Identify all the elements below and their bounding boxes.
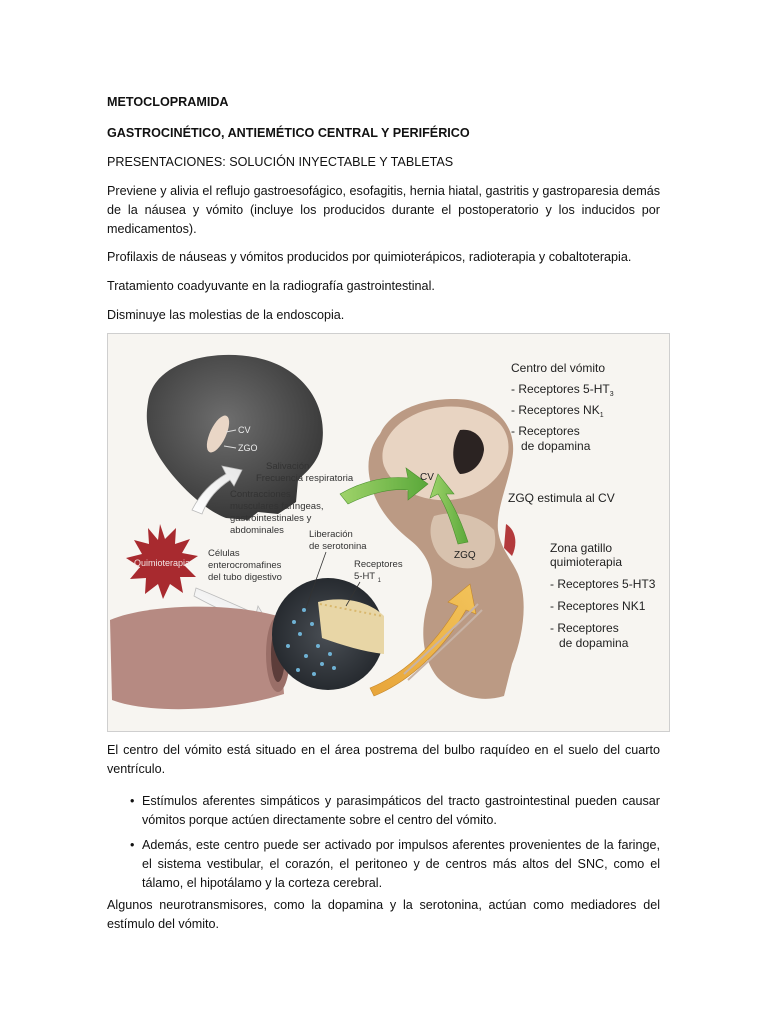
label-zgq-stim: ZGQ estimula al CV: [508, 491, 615, 505]
intestine-tube: [110, 607, 284, 710]
paragraph-prophylaxis: Profilaxis de náuseas y vómitos producidos por quimioterápicos, radioterapia y cobaltoterapia.: [107, 250, 632, 264]
label-quimioterapia: Quimioterapia: [133, 558, 191, 568]
list-item: [107, 792, 660, 830]
label-zgo: ZGO: [238, 443, 258, 453]
label-liberacion: Liberación de serotonina: [309, 529, 367, 552]
paragraph-vomit-center: El centro del vómito está situado en el área postrema del bulbo raquídeo en el suelo del cuarto ventrículo.: [107, 743, 660, 776]
diagram-svg: [108, 334, 669, 731]
label-frecuencia: Frecuencia respiratoria: [256, 473, 354, 484]
presentations-line: PRESENTACIONES: SOLUCIÓN INYECTABLE Y TABLETAS: [107, 155, 454, 169]
label-centro-items: - Receptores $5-HT_3$ - Receptores $NK_1$ - Receptores de dopamina: [511, 382, 614, 453]
bullet-symbol: •: [130, 838, 135, 852]
label-celulas: Células enterocromafines del tubo digestivo: [208, 548, 282, 583]
label-cv-brain: CV: [420, 472, 434, 483]
label-zona-items: - Receptores 5-HT3 - Receptores NK1 - Receptores de dopamina: [550, 577, 656, 650]
list-item-text: Además, este centro puede ser activado por impulsos aferentes provenientes de la faringe, el sistema vestibular, el corazón, el peritoneo y de centros más altos del SNC, como el tálamo, el hipotálamo y la corteza cerebral.: [142, 838, 660, 890]
label-receptores-5ht1: Receptores 5-HT $_1$: [354, 559, 403, 584]
bullet-symbol: •: [130, 794, 135, 808]
bullet-list: [107, 792, 660, 899]
paragraph-radiography: Tratamiento coadyuvante en la radiografía gastrointestinal.: [107, 279, 435, 293]
vomiting-diagram: [107, 333, 670, 732]
label-cv-head: CV: [238, 425, 251, 435]
paragraph-indications: Previene y alivia el reflujo gastroesofágico, esofagitis, hernia hiatal, gastritis y gastroparesia demás de la náusea y vómito (incluye los producidos durante el postoperatorio y los inducidos por medicamentos).: [107, 184, 660, 236]
label-zgq: ZGQ: [454, 550, 476, 561]
label-contracciones: Contracciones musculares faríngeas, gastrointestinales y abdominales: [230, 489, 324, 536]
doc-subtitle: GASTROCINÉTICO, ANTIEMÉTICO CENTRAL Y PERIFÉRICO: [107, 126, 470, 140]
list-item-text: Estímulos aferentes simpáticos y parasimpáticos del tracto gastrointestinal pueden causar vómitos porque actúen directamente sobre el centro del vómito.: [142, 794, 660, 827]
label-salivacion: Salivación: [266, 461, 310, 472]
label-zona-title: Zona gatillo quimioterapia: [550, 541, 623, 569]
paragraph-neurotransmitters: Algunos neurotransmisores, como la dopamina y la serotonina, actúan como mediadores del estímulo del vómito.: [107, 898, 660, 931]
list-item: [107, 836, 660, 893]
doc-title: METOCLOPRAMIDA: [107, 95, 229, 109]
label-centro-title: Centro del vómito: [511, 361, 606, 375]
paragraph-endoscopy: Disminuye las molestias de la endoscopia.: [107, 308, 345, 322]
